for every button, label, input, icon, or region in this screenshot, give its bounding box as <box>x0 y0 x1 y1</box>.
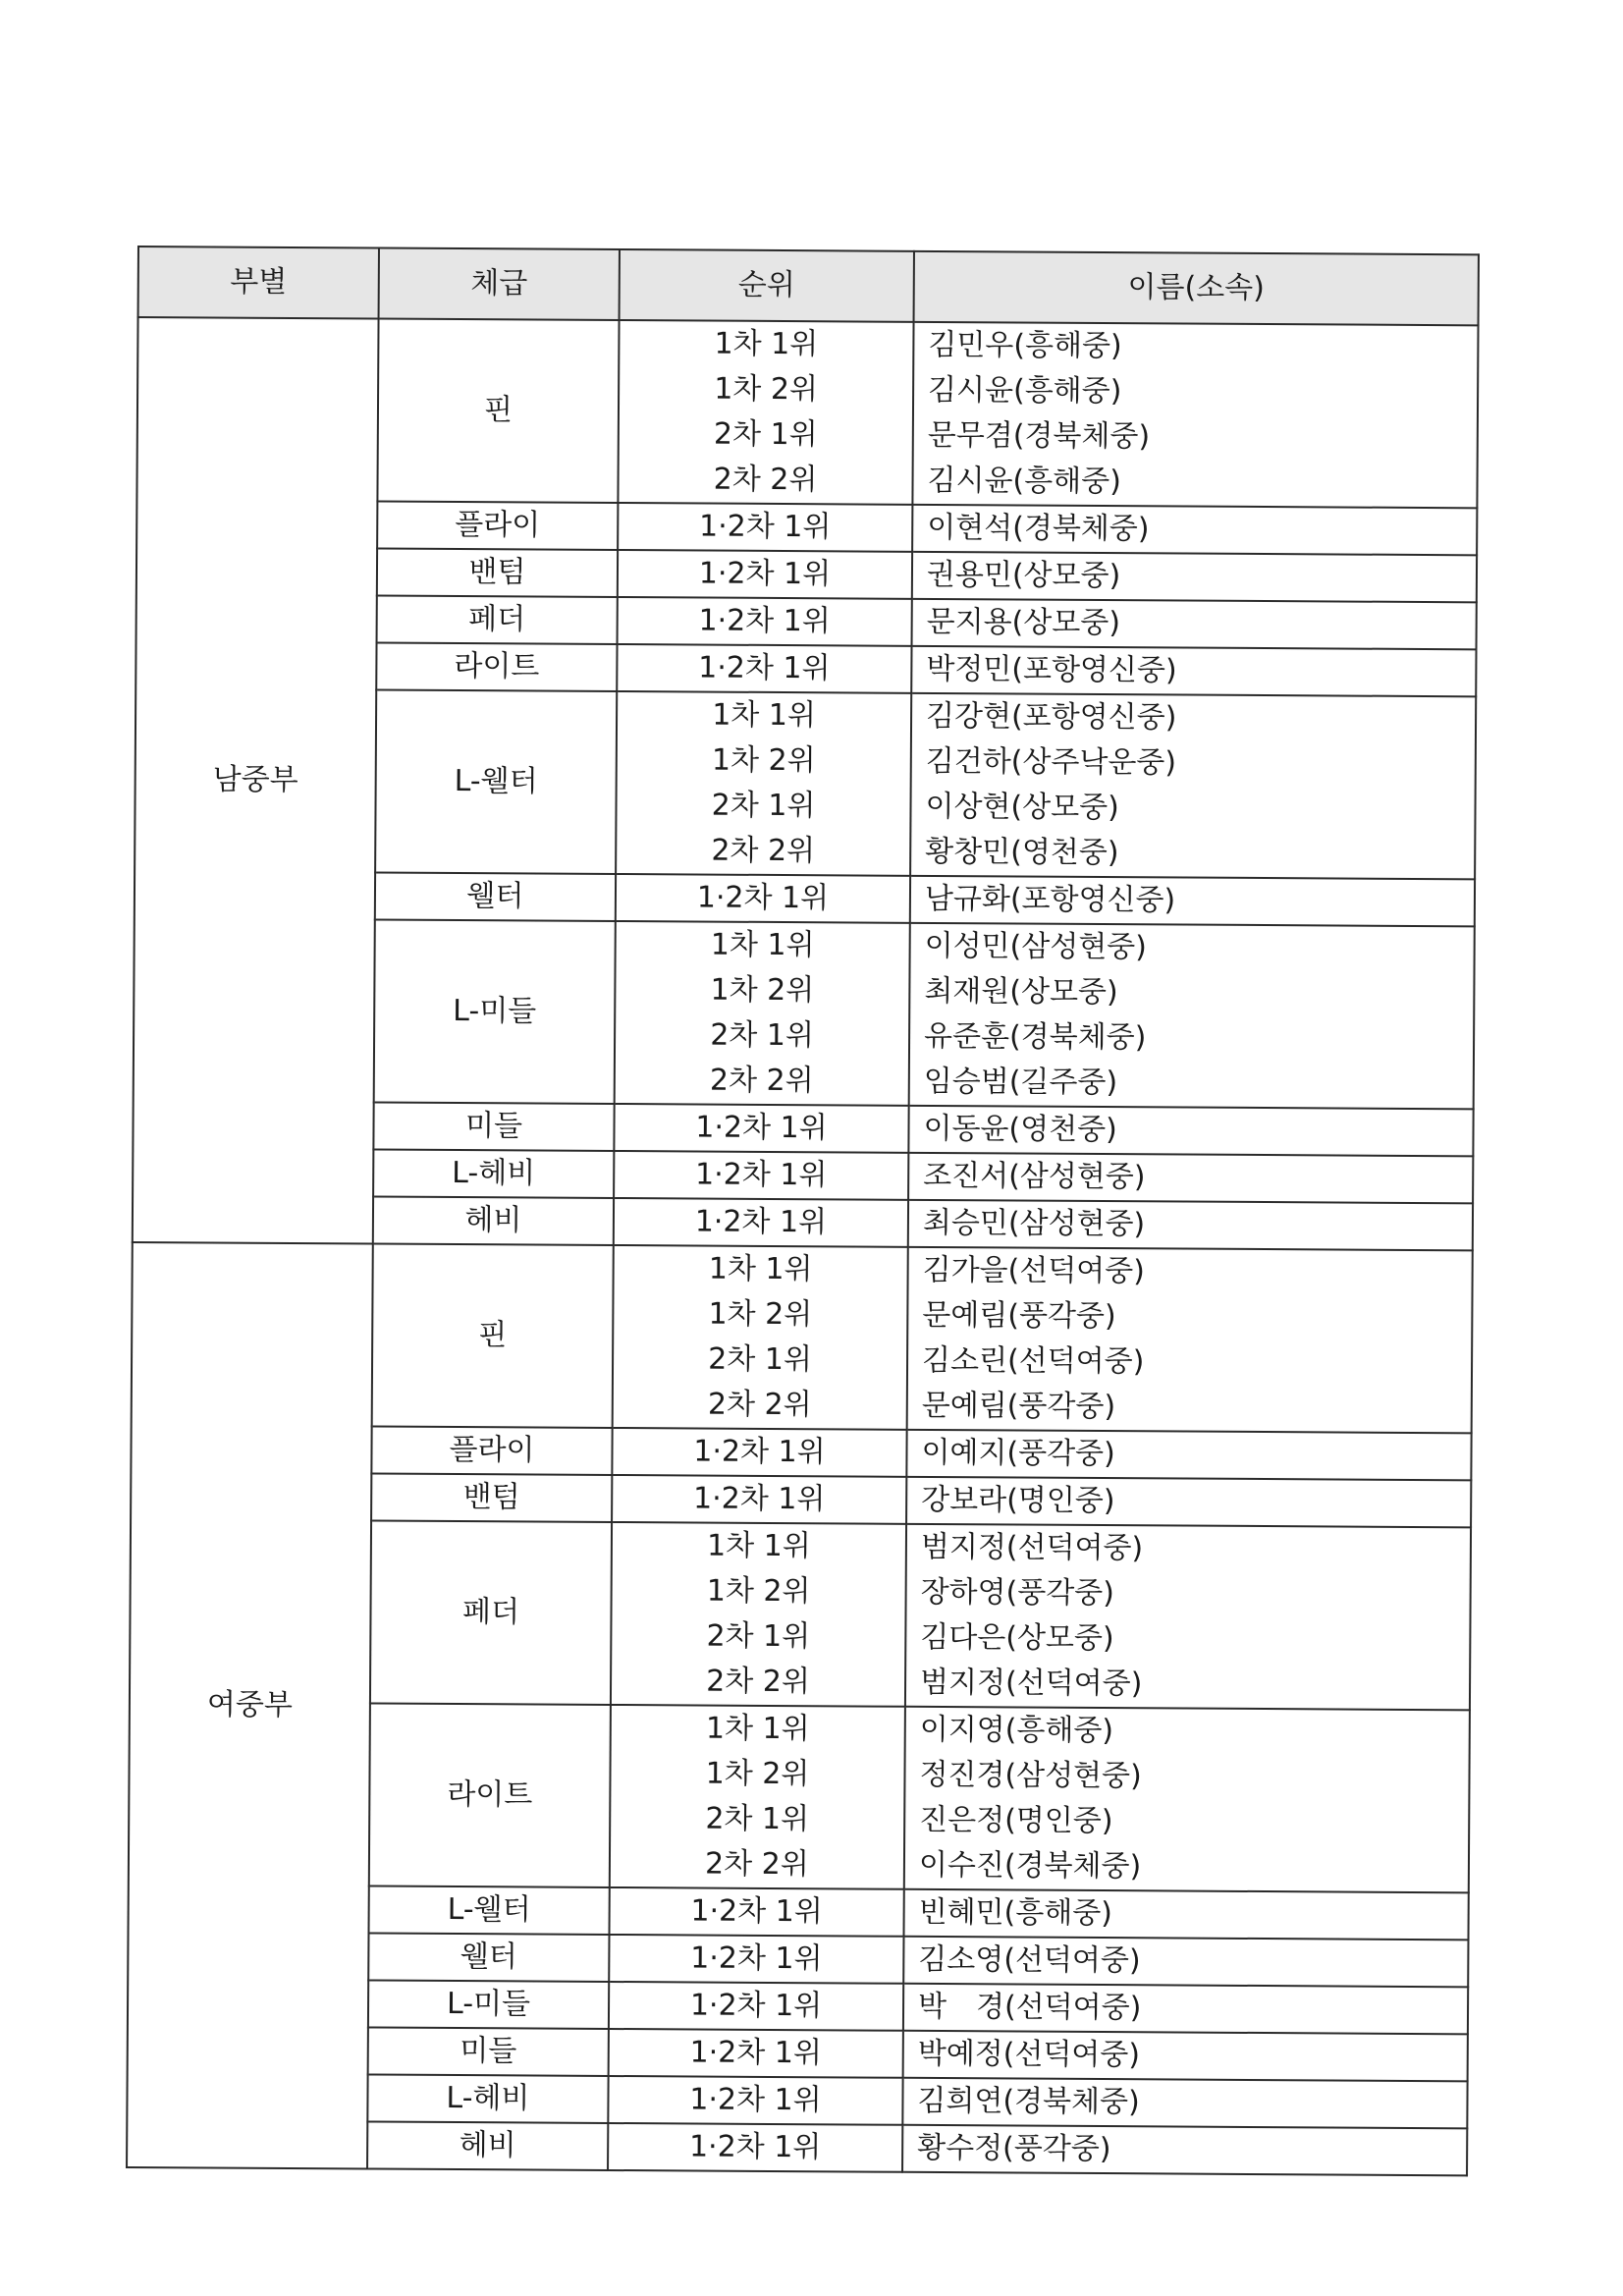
rank-text: 1·2차 1위 <box>690 1893 823 1930</box>
rank-text: 1차 1위 <box>708 1251 813 1287</box>
rank-text: 1·2차 1위 <box>696 880 830 916</box>
rank-text: 1차 2위 <box>714 371 819 408</box>
header-name: 이름(소속) <box>914 251 1479 326</box>
name-cell <box>908 1153 1473 1204</box>
weight-class-cell: 핀 <box>372 1243 614 1427</box>
name-cell <box>912 505 1477 556</box>
weight-class-cell: 라이트 <box>369 1703 611 1886</box>
rank-text: 2차 1위 <box>705 1801 810 1837</box>
rank-cell <box>617 644 911 693</box>
division-cell: 남중부 <box>133 317 379 1243</box>
name-text: 김가을(선덕여중) <box>922 1252 1146 1289</box>
name-cell <box>903 1889 1468 1941</box>
rank-cell <box>609 2029 903 2078</box>
weight-class-cell: 핀 <box>377 319 619 503</box>
name-text: 이예지(풍각중) <box>921 1435 1115 1472</box>
rank-text: 1·2차 1위 <box>688 2129 822 2165</box>
weight-class-cell: L-미들 <box>368 1980 609 2028</box>
rank-text: 1·2차 1위 <box>692 1481 826 1517</box>
weight-class-cell: L-웰터 <box>369 1886 610 1934</box>
name-cell <box>903 2031 1468 2082</box>
name-text: 진은정(명인중) <box>919 1802 1113 1839</box>
weight-class-cell: 미들 <box>373 1102 614 1150</box>
rank-text: 2차 1위 <box>708 1341 813 1378</box>
name-text: 박 경(선덕여중) <box>917 1989 1142 2026</box>
name-cell <box>910 876 1475 927</box>
name-text: 정진경(삼성현중) <box>919 1757 1142 1794</box>
name-cell <box>906 1477 1471 1528</box>
weight-class-cell: L-미들 <box>374 919 616 1103</box>
weight-class-cell: 헤비 <box>373 1196 614 1244</box>
rank-text: 1·2차 1위 <box>694 1204 828 1240</box>
name-text: 김소린(선덕여중) <box>921 1342 1145 1380</box>
name-text: 이수진(경북체중) <box>918 1847 1142 1885</box>
weight-class-cell: 미들 <box>368 2027 609 2075</box>
name-cell <box>904 1707 1470 1893</box>
name-cell <box>902 2125 1467 2176</box>
weight-class-cell: L-헤비 <box>373 1149 614 1197</box>
name-text: 김건하(상주낙운중) <box>925 743 1177 781</box>
name-text: 김소영(선덕여중) <box>918 1941 1141 1979</box>
rank-text: 1·2차 1위 <box>689 2082 822 2118</box>
results-body <box>127 317 1478 2175</box>
name-text: 황수정(풍각중) <box>917 2130 1111 2167</box>
weight-class-cell: 페더 <box>370 1520 612 1704</box>
header-rank: 순위 <box>620 249 914 322</box>
rank-text: 1·2차 1위 <box>699 509 832 545</box>
name-text: 김강현(포항영신중) <box>925 698 1177 736</box>
name-cell <box>905 1524 1471 1711</box>
rank-cell <box>608 2123 902 2172</box>
rank-cell <box>616 874 910 923</box>
name-cell <box>912 322 1478 509</box>
name-text: 문무겸(경북체중) <box>927 417 1151 455</box>
name-text: 김다은(상모중) <box>920 1619 1114 1657</box>
name-cell <box>906 1430 1471 1481</box>
weight-class-cell: 헤비 <box>367 2121 608 2169</box>
name-text: 최재원(상모중) <box>924 973 1118 1011</box>
name-text: 임승범(길주중) <box>923 1064 1118 1101</box>
name-cell <box>912 552 1477 603</box>
weight-class-cell: 밴텀 <box>377 548 618 596</box>
weight-class-cell: 플라이 <box>377 501 618 549</box>
rank-text: 1·2차 1위 <box>690 1941 823 1977</box>
name-cell <box>907 1247 1473 1434</box>
name-text: 김시윤(흥해중) <box>928 372 1122 410</box>
rank-text: 1차 1위 <box>710 927 815 963</box>
rank-cell <box>616 691 911 876</box>
weight-class-cell: 플라이 <box>371 1426 612 1474</box>
results-table <box>126 246 1480 2176</box>
rank-text: 2차 2위 <box>711 833 816 869</box>
rank-text: 1·2차 1위 <box>694 1157 828 1193</box>
name-text: 이동윤(영천중) <box>923 1111 1117 1148</box>
rank-text: 1차 1위 <box>705 1711 810 1747</box>
division-cell: 여중부 <box>127 1242 373 2168</box>
rank-cell <box>609 1982 903 2031</box>
rank-text: 1·2차 1위 <box>689 1988 823 2024</box>
name-text: 이현석(경북체중) <box>927 510 1150 547</box>
name-text: 황창민(영천중) <box>925 834 1119 871</box>
weight-class-cell: 밴텀 <box>371 1473 612 1521</box>
rank-cell <box>618 597 912 646</box>
name-text: 박정민(포항영신중) <box>926 651 1177 688</box>
name-text: 범지정(선덕여중) <box>919 1665 1143 1702</box>
rank-cell <box>614 1104 908 1153</box>
name-text: 최승민(삼성현중) <box>922 1205 1146 1242</box>
rank-text: 1·2차 1위 <box>698 556 832 592</box>
weight-class-cell: 웰터 <box>368 1933 609 1981</box>
rank-text: 1차 2위 <box>710 972 815 1009</box>
name-text: 범지정(선덕여중) <box>920 1529 1144 1566</box>
name-cell <box>909 923 1475 1110</box>
name-text: 빈혜민(흥해중) <box>918 1894 1113 1932</box>
rank-cell <box>618 320 913 505</box>
weight-class-cell: 웰터 <box>375 872 616 920</box>
name-text: 장하영(풍각중) <box>920 1574 1115 1612</box>
rank-cell <box>618 503 912 552</box>
name-text: 박예정(선덕여중) <box>917 2036 1141 2073</box>
name-text: 문지용(상모중) <box>926 604 1121 641</box>
rank-text: 2차 1위 <box>706 1618 811 1655</box>
name-text: 이성민(삼성현중) <box>924 928 1148 965</box>
name-cell <box>910 693 1476 880</box>
rank-cell <box>610 1887 904 1937</box>
name-text: 이상현(상모중) <box>925 789 1119 826</box>
rank-text: 1차 1위 <box>706 1528 811 1564</box>
header-weight-class: 체급 <box>379 248 620 320</box>
rank-text: 1차 2위 <box>708 1296 813 1333</box>
table-row <box>136 317 1478 508</box>
rank-text: 2차 2위 <box>709 1063 814 1099</box>
name-cell <box>911 646 1476 697</box>
weight-class-cell: L-헤비 <box>367 2074 608 2122</box>
name-cell <box>903 1937 1468 1988</box>
rank-cell <box>614 1198 908 1247</box>
rank-text: 2차 2위 <box>713 462 818 498</box>
rank-cell <box>608 2076 902 2125</box>
rank-cell <box>612 1428 906 1477</box>
rank-text: 2차 1위 <box>710 1017 815 1054</box>
rank-text: 2차 1위 <box>711 788 816 824</box>
rank-text: 1차 2위 <box>705 1756 810 1792</box>
name-text: 김시윤(흥해중) <box>927 463 1121 500</box>
rank-cell <box>609 1935 903 1984</box>
header-division: 부별 <box>138 246 379 318</box>
name-text: 조진서(삼성현중) <box>923 1158 1146 1195</box>
rank-text: 1차 2위 <box>706 1573 811 1610</box>
name-text: 문예림(풍각중) <box>921 1388 1116 1425</box>
name-text: 문예림(풍각중) <box>922 1297 1116 1335</box>
rank-text: 1차 2위 <box>711 742 816 779</box>
header-row <box>138 246 1479 325</box>
rank-cell <box>611 1522 906 1707</box>
name-text: 김민우(흥해중) <box>928 327 1122 364</box>
rank-text: 1·2차 1위 <box>698 650 831 686</box>
name-cell <box>912 599 1477 650</box>
name-text: 강보라(명인중) <box>921 1482 1115 1519</box>
name-cell <box>903 1984 1468 2035</box>
rank-text: 1·2차 1위 <box>693 1434 826 1470</box>
weight-class-cell: L-웰터 <box>375 689 617 873</box>
rank-cell <box>612 1475 906 1524</box>
rank-cell <box>615 921 910 1106</box>
rank-text: 2차 1위 <box>713 416 818 453</box>
name-cell <box>902 2078 1467 2129</box>
rank-text: 1차 1위 <box>712 697 817 734</box>
name-text: 유준훈(경북체중) <box>923 1018 1147 1056</box>
name-text: 권용민(상모중) <box>926 557 1121 594</box>
weight-class-cell: 라이트 <box>376 642 617 690</box>
rank-text: 1·2차 1위 <box>698 603 831 639</box>
name-cell <box>908 1200 1473 1251</box>
name-text: 김희연(경북체중) <box>917 2083 1140 2120</box>
rank-cell <box>610 1705 905 1889</box>
name-text: 남규화(포항영신중) <box>924 881 1176 918</box>
name-text: 이지영(흥해중) <box>919 1712 1114 1749</box>
rank-text: 1·2차 1위 <box>695 1110 828 1146</box>
rank-text: 2차 2위 <box>706 1664 811 1700</box>
rank-cell <box>618 550 912 599</box>
rank-text: 2차 2위 <box>704 1846 809 1883</box>
rank-cell <box>613 1245 908 1430</box>
rank-text: 1차 1위 <box>714 326 819 362</box>
rank-text: 1·2차 1위 <box>689 2035 823 2071</box>
table-row <box>132 1242 1473 1433</box>
rank-cell <box>614 1151 908 1200</box>
rank-text: 2차 2위 <box>707 1387 812 1423</box>
name-cell <box>908 1106 1473 1157</box>
weight-class-cell: 페더 <box>377 595 618 643</box>
